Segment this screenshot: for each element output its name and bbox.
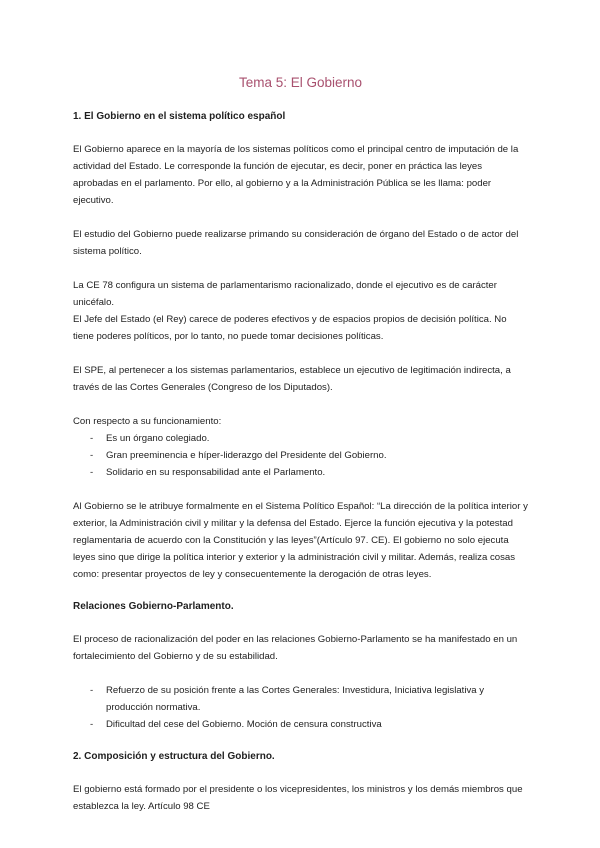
paragraph: El Jefe del Estado (el Rey) carece de poderes efectivos y de espacios propios de decisión política. No tiene poderes políticos, por lo tanto, no puede tomar decisiones políticas.	[73, 314, 507, 342]
section-2-heading: 2. Composición y estructura del Gobierno.	[73, 751, 275, 762]
relaciones-heading: Relaciones Gobierno-Parlamento.	[73, 601, 234, 612]
paragraph: La CE 78 configura un sistema de parlamentarismo racionalizado, donde el ejecutivo es de carácter unicéfalo.	[73, 280, 497, 308]
list-item: - Solidario en su responsabilidad ante el Parlamento.	[73, 464, 528, 481]
paragraph: El Gobierno aparece en la mayoría de los sistemas políticos como el principal centro de imputación de la actividad del Estado. Le corresponde la función de ejecutar, es decir, poner en práctica las leyes aprobadas en el parlamento. Por ello, al gobierno y a la Administración Pública se les llama: poder ejecutivo.	[73, 144, 519, 206]
list-item: - Gran preeminencia e híper-liderazgo del Presidente del Gobierno.	[73, 447, 528, 464]
paragraph: Con respecto a su funcionamiento:	[73, 416, 222, 427]
paragraph: El proceso de racionalización del poder en las relaciones Gobierno-Parlamento se ha manifestado en un fortalecimiento del Gobierno y de su estabilidad.	[73, 634, 518, 662]
relaciones-list	[73, 682, 528, 733]
page-title: Tema 5: El Gobierno	[238, 75, 363, 90]
list-item: - Refuerzo de su posición frente a las Cortes Generales: Investidura, Iniciativa legislativa y producción normativa.	[73, 682, 528, 716]
list-item: - Dificultad del cese del Gobierno. Moción de censura constructiva	[73, 716, 528, 733]
paragraph: Al Gobierno se le atribuye formalmente en el Sistema Político Español: “La dirección de la política interior y exterior, la Administración civil y militar y la defensa del Estado. Ejerce la función ejecutiva y la potestad reglamentaria de acuerdo con la Constitución y las leyes”(Artículo 97. CE). El gobierno no solo ejecuta leyes sino que dirige la política interior y exterior y la administración civil y militar. Además, realiza cosas como: presentar proyectos de ley y consecuentemente la derogación de otras leyes.	[73, 501, 528, 580]
paragraph: El SPE, al pertenecer a los sistemas parlamentarios, establece un ejecutivo de legitimación indirecta, a través de las Cortes Generales (Congreso de los Diputados).	[73, 365, 511, 393]
functioning-list	[73, 430, 528, 481]
paragraph: El gobierno está formado por el presidente o los vicepresidentes, los ministros y los demás miembros que establezca la ley. Artículo 98 CE	[73, 784, 523, 812]
paragraph: El estudio del Gobierno puede realizarse primando su consideración de órgano del Estado o de actor del sistema político.	[73, 229, 519, 257]
section-1-heading: 1. El Gobierno en el sistema político español	[73, 111, 286, 122]
list-item: - Es un órgano colegiado.	[73, 430, 528, 447]
